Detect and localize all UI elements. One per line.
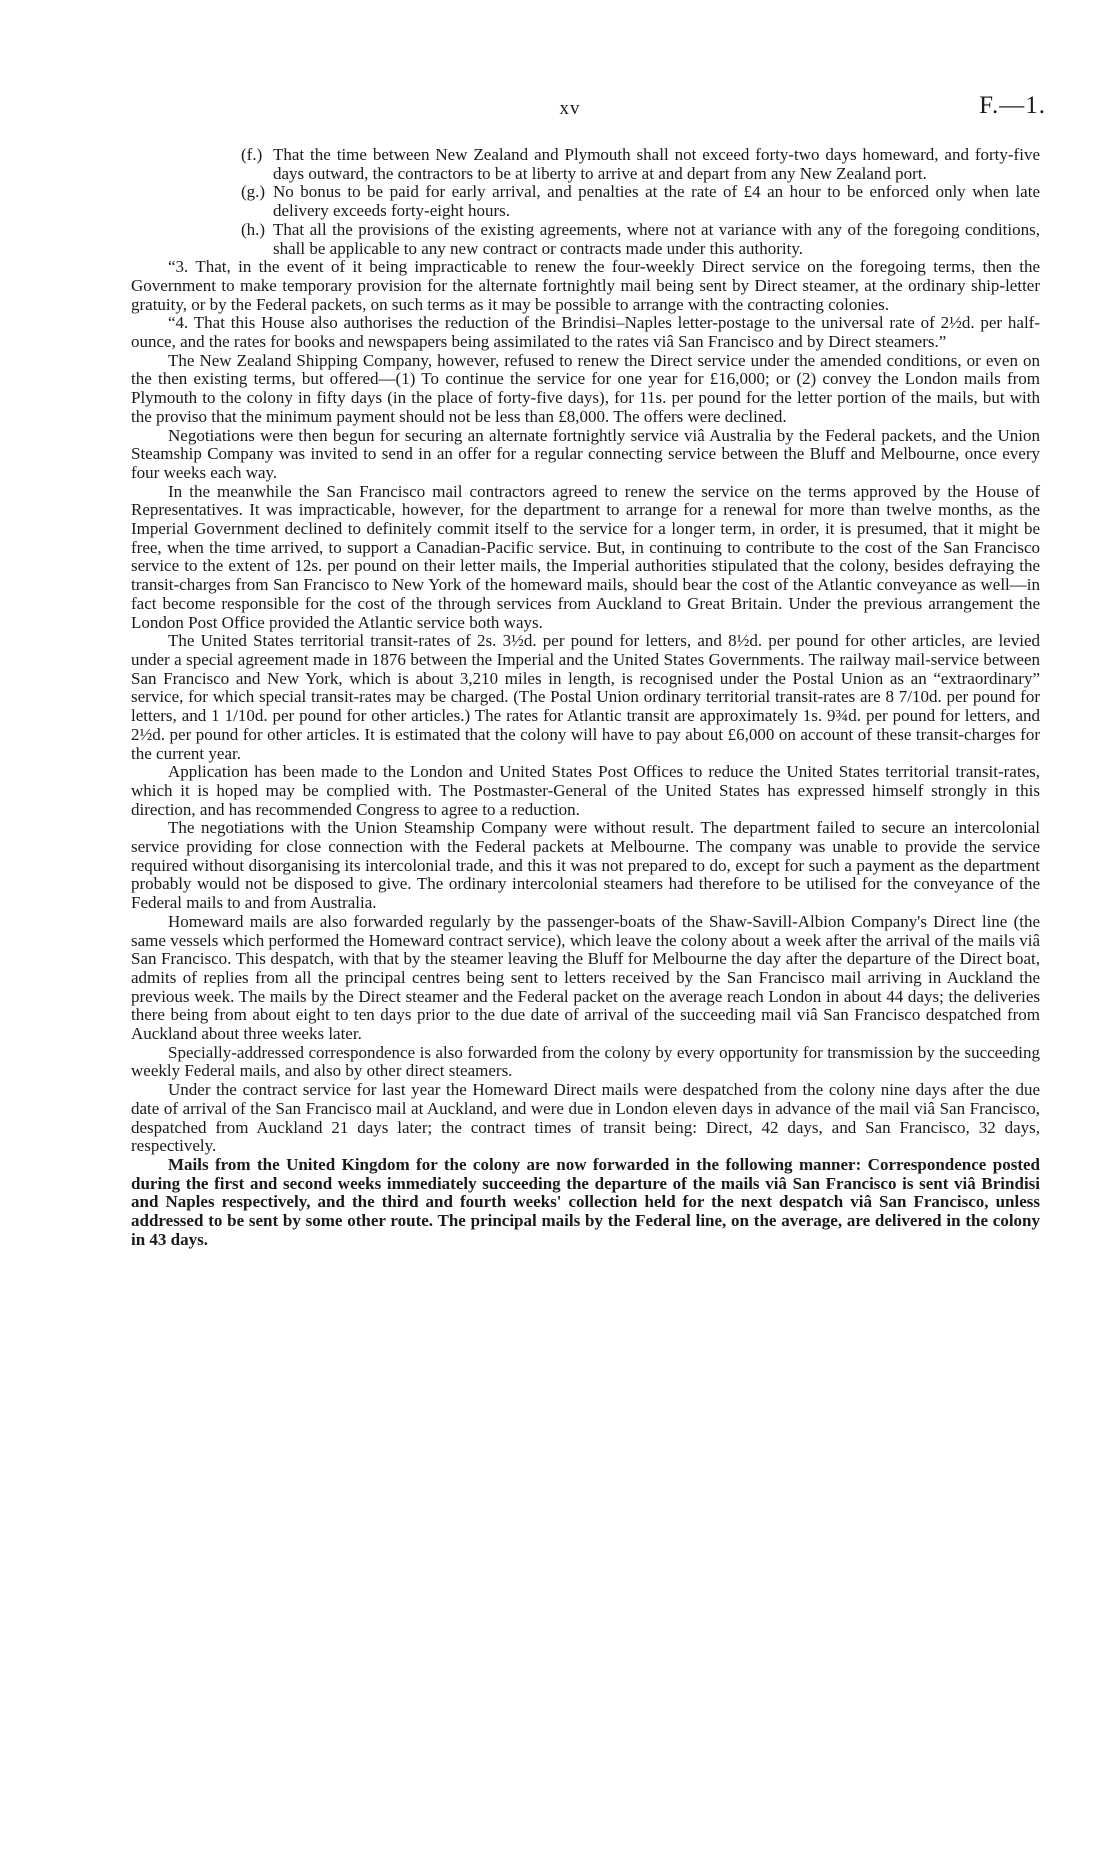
paragraph-shipping-company: The New Zealand Shipping Company, however, refused to renew the Direct service under the amended conditions, or even on the then existing terms, but offered—(1) To continue the service for one year for £16,000; or (2) convey the London mails from Plymouth to the colony in fifty days (in the place of forty-five days), for 11s. per pound for the letter portion of the mails, but with the proviso that the minimum payment should not be less than £8,000. The offers were declined. — [131, 350, 1040, 426]
paragraph-union-steamship: The negotiations with the Union Steamship Company were without result. The department failed to secure an intercolonial service providing for close connection with the Federal packets at Melbourne. The company was unable to provide the service required without disorganising its intercolonial trade, and this it was not prepared to do, except for such a payment as the department probably would not be disposed to give. The ordinary intercolonial steamers had therefore to be utilised for the conveyance of the Federal mails to and from Australia. — [131, 818, 1040, 913]
clause-g — [131, 183, 1040, 220]
clause-label: (h.) — [241, 219, 266, 239]
paragraph-application: Application has been made to the London and United States Post Offices to reduce the United States territorial transit-rates, which it is hoped may be complied with. The Postmaster-General of the United States has expressed himself strongly in this direction, and has recommended Congress to agree to a reduction. — [131, 762, 1040, 819]
document-reference: F.—1. — [979, 92, 1046, 119]
clause-text: That the time between New Zealand and Plymouth shall not exceed forty-two days homeward, and forty-five days outward, the contractors to be at liberty to arrive at and depart from any New Zealand port. — [273, 145, 1040, 183]
clause-label: (f.) — [241, 145, 263, 164]
paragraph-resolution-3: “3. That, in the event of it being impracticable to renew the four-weekly Direct service on the foregoing terms, then the Government to make temporary provision for the alternate fortnightly mail being sent by Direct steamer, at the ordinary ship-letter gratuity, or by the Federal packets, on such terms as it may be possible to arrange with the contracting colonies. — [131, 257, 1040, 314]
page-number: xv — [559, 98, 581, 119]
paragraph-united-kingdom-mails: Mails from the United Kingdom for the colony are now forwarded in the following manner: Correspondence posted during the first and second weeks immediately succeeding the departure of the mails viâ San Francisco is sent viâ Brindisi and Naples respectively, and the third and fourth weeks' collection held for the next despatch viâ San Francisco, unless addressed to be sent by some other route. The principal mails by the Federal line, on the average, are delivered in the colony in 43 days. — [131, 1154, 1040, 1249]
paragraph-san-francisco-service: In the meanwhile the San Francisco mail contractors agreed to renew the service on the terms approved by the House of Representatives. It was impracticable, however, for the department to arrange for a renewal for more than twelve months, as the Imperial Government declined to definitely commit itself to the service for a longer term, in order, it is presumed, that it might be free, when the time arrived, to support a Canadian-Pacific service. But, in continuing to contribute to the cost of the San Francisco service to the extent of 12s. per pound on their letter mails, the Imperial authorities stipulated that the colony, besides defraying the transit-charges from San Francisco to New York of the homeward mails, should bear the cost of the Atlantic conveyance as well—in fact become responsible for the cost of the through services from Auckland to Great Britain. Under the previous arrangement the London Post Office provided the Atlantic service both ways. — [131, 481, 1040, 632]
clause-label: (g.) — [241, 182, 266, 202]
paragraph-homeward-mails: Homeward mails are also forwarded regularly by the passenger-boats of the Shaw-Savill-Albion Company's Direct line (the same vessels which performed the Homeward contract service), which leave the colony about a week after the arrival of the mails viâ San Francisco. This despatch, with that by the steamer leaving the Bluff for Melbourne the day after the departure of the Direct boat, admits of replies from all the principal centres being sent to letters received by the San Francisco mail arriving in Auckland the previous week. The mails by the Direct steamer and the Federal packet on the average reach London in about 44 days; the deliveries there being from about eight to ten days prior to the due date of arrival of the succeeding mail viâ San Francisco despatched from Auckland about three weeks later. — [131, 911, 1040, 1044]
clause-h — [131, 221, 1040, 258]
paragraph-contract-service: Under the contract service for last year the Homeward Direct mails were despatched from the colony nine days after the due date of arrival of the San Francisco mail at Auckland, and were due in London eleven days in advance of the mail viâ San Francisco, despatched from Auckland 21 days later; the contract times of transit being: Direct, 42 days, and San Francisco, 32 days, respectively. — [131, 1080, 1040, 1156]
document-body — [131, 146, 1040, 1249]
paragraph-transit-rates: The United States territorial transit-rates of 2s. 3½d. per pound for letters, and 8½d. per pound for other articles, are levied under a special agreement made in 1876 between the Imperial and the United States Governments. The railway mail-service between San Francisco and New York, which is about 3,210 miles in length, is recognised under the Postal Union as an “extraordinary” service, for which special transit-rates may be charged. (The Postal Union ordinary territorial transit-rates are 8 7/10d. per pound for letters, and 1 1/10d. per pound for other articles.) The rates for Atlantic transit are approximately 1s. 9¾d. per pound for letters, and 2½d. per pound for other articles. It is estimated that the colony will have to pay about £6,000 on account of these transit-charges for the current year. — [131, 631, 1040, 763]
paragraph-specially-addressed: Specially-addressed correspondence is also forwarded from the colony by every opportunity for transmission by the succeeding weekly Federal mails, and also by other direct steamers. — [131, 1042, 1040, 1081]
clause-text: That all the provisions of the existing agreements, where not at variance with any of the foregoing conditions, shall be applicable to any new contract or contracts made under this authority. — [273, 219, 1040, 258]
clause-text: No bonus to be paid for early arrival, and penalties at the rate of £4 an hour to be enforced only when late delivery exceeds forty-eight hours. — [273, 182, 1040, 221]
clause-f — [131, 146, 1040, 183]
paragraph-resolution-4: “4. That this House also authorises the reduction of the Brindisi–Naples letter-postage to the universal rate of 2½d. per half-ounce, and the rates for books and newspapers being assimilated to the rates viâ San Francisco and by Direct steamers.” — [131, 313, 1040, 352]
paragraph-negotiations: Negotiations were then begun for securing an alternate fortnightly service viâ Australia by the Federal packets, and the Union Steamship Company was invited to send in an offer for a regular connecting service between the Bluff and Melbourne, once every four weeks each way. — [131, 425, 1040, 482]
